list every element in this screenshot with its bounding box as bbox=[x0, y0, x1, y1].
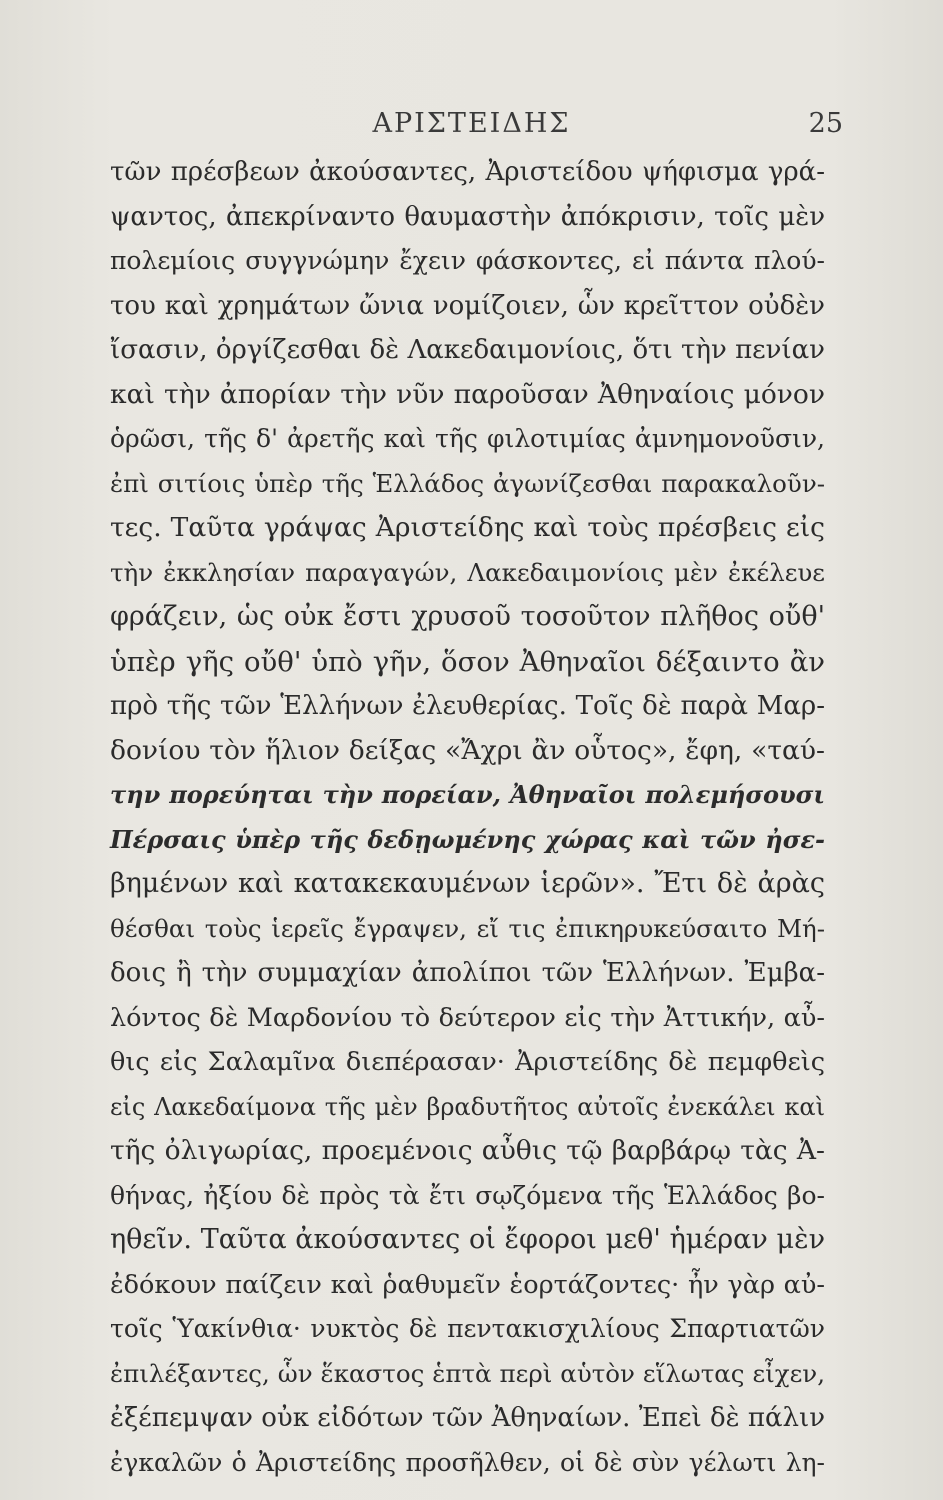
text-line-28: ἐπιλέξαντες, ὧν ἕκαστος ἑπτὰ περὶ αὑτὸν εἵλωτας εἶχεν, bbox=[110, 1358, 825, 1388]
text-line-18: θέσθαι τοὺς ἱερεῖς ἔγραψεν, εἴ τις ἐπικηρυκεύσαιτο Μή- bbox=[110, 913, 825, 943]
text-line-20: λόντος δὲ Μαρδονίου τὸ δεύτερον εἰς τὴν Ἀττικήν, αὖ- bbox=[110, 1002, 825, 1033]
text-line-22: εἰς Λακεδαίμονα τῆς μὲν βραδυτῆτος αὐτοῖς ἐνεκάλει καὶ bbox=[110, 1092, 825, 1121]
running-head bbox=[0, 108, 943, 148]
page-number: 25 bbox=[808, 108, 843, 139]
text-line-25: ηθεῖν. Ταῦτα ἀκούσαντες οἱ ἔφοροι μεθ' ἡμέραν μὲν bbox=[110, 1224, 825, 1255]
text-line-9: τες. Ταῦτα γράψας Ἀριστείδης καὶ τοὺς πρέσβεις εἰς bbox=[110, 512, 825, 543]
text-line-7: ὁρῶσι, τῆς δ' ἀρετῆς καὶ τῆς φιλοτιμίας ἀμνημονοῦσιν, bbox=[110, 424, 825, 453]
text-line-19: δοις ἢ τὴν συμμαχίαν ἀπολίποι τῶν Ἑλλήνων. Ἐμβα- bbox=[110, 958, 825, 988]
text-line-3: πολεμίοις συγγνώμην ἔχειν φάσκοντες, εἰ πάντα πλού- bbox=[110, 246, 825, 275]
text-line-15: την πορεύηται τὴν πορείαν, Ἀθηναῖοι πολεμήσουσι bbox=[110, 780, 825, 809]
text-line-17: βημένων καὶ κατακεκαυμένων ἱερῶν». Ἔτι δὲ ἀρὰς bbox=[110, 868, 825, 899]
text-line-21: θις εἰς Σαλαμῖνα διεπέρασαν· Ἀριστείδης δὲ πεμφθεὶς bbox=[110, 1047, 825, 1077]
body-text bbox=[110, 150, 825, 1485]
text-line-30: ἐγκαλῶν ὁ Ἀριστείδης προσῆλθεν, οἱ δὲ σὺν γέλωτι λη- bbox=[110, 1447, 825, 1477]
text-line-8: ἐπὶ σιτίοις ὑπὲρ τῆς Ἑλλάδος ἀγωνίζεσθαι παρακαλοῦν- bbox=[110, 468, 825, 498]
text-line-23: τῆς ὀλιγωρίας, προεμένοις αὖθις τῷ βαρβάρῳ τὰς Ἀ- bbox=[110, 1135, 825, 1166]
text-line-5: ἴσασιν, ὀργίζεσθαι δὲ Λακεδαιμονίοις, ὅτι τὴν πενίαν bbox=[110, 335, 825, 365]
running-title: ΑΡΙΣΤΕΙΔΗΣ bbox=[372, 108, 571, 139]
text-line-14: δονίου τὸν ἥλιον δείξας «Ἄχρι ἂν οὗτος», ἔφη, «ταύ- bbox=[110, 734, 825, 766]
text-line-11: φράζειν, ὡς οὐκ ἔστι χρυσοῦ τοσοῦτον πλῆθος οὔθ' bbox=[110, 601, 825, 632]
text-line-2: ψαντος, ἀπεκρίναντο θαυμαστὴν ἀπόκρισιν, τοῖς μὲν bbox=[110, 201, 825, 232]
text-line-12: ὑπὲρ γῆς οὔθ' ὑπὸ γῆν, ὅσον Ἀθηναῖοι δέξαιντο ἂν bbox=[110, 645, 825, 678]
text-line-6: καὶ τὴν ἀπορίαν τὴν νῦν παροῦσαν Ἀθηναίοις μόνον bbox=[110, 378, 825, 410]
text-line-1: τῶν πρέσβεων ἀκούσαντες, Ἀριστείδου ψήφισμα γρά- bbox=[110, 157, 825, 187]
text-line-27: τοῖς Ὑακίνθια· νυκτὸς δὲ πεντακισχιλίους Σπαρτιατῶν bbox=[110, 1314, 825, 1343]
text-line-29: ἐξέπεμψαν οὐκ εἰδότων τῶν Ἀθηναίων. Ἐπεὶ δὲ πάλιν bbox=[110, 1403, 825, 1433]
text-line-13: πρὸ τῆς τῶν Ἑλλήνων ἐλευθερίας. Τοῖς δὲ παρὰ Μαρ- bbox=[110, 691, 825, 721]
text-line-24: θήνας, ἠξίου δὲ πρὸς τὰ ἔτι σῳζόμενα τῆς Ἑλλάδος βο- bbox=[110, 1180, 825, 1210]
text-line-4: του καὶ χρημάτων ὤνια νομίζοιεν, ὧν κρεῖττον οὐδὲν bbox=[110, 290, 825, 321]
text-line-10: τὴν ἐκκλησίαν παραγαγών, Λακεδαιμονίοις μὲν ἐκέλευε bbox=[110, 557, 825, 587]
text-line-26: ἐδόκουν παίζειν καὶ ῥαθυμεῖν ἑορτάζοντες· ἦν γὰρ αὐ- bbox=[110, 1269, 825, 1300]
text-line-16: Πέρσαις ὑπὲρ τῆς δεδῃωμένης χώρας καὶ τῶν ἠσε- bbox=[110, 824, 825, 854]
